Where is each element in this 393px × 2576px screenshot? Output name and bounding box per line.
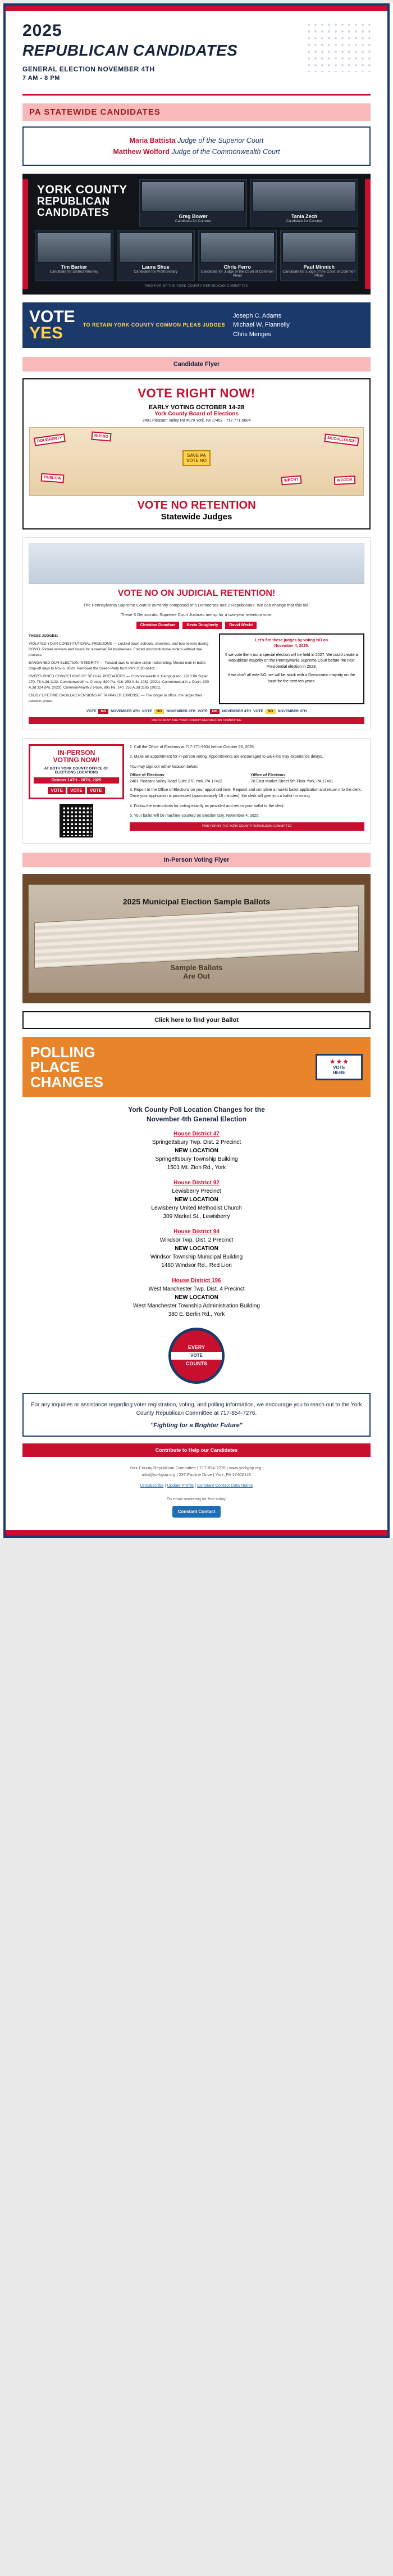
vote-tile: VOTE bbox=[48, 787, 66, 794]
unsubscribe-link[interactable]: Unsubscribe bbox=[140, 1483, 164, 1488]
retention-judge-list bbox=[233, 311, 290, 339]
badge-line1: VOTE bbox=[333, 1065, 345, 1070]
poster-title bbox=[35, 179, 135, 227]
cc-tagline: Try email marketing for free today! bbox=[166, 1497, 227, 1501]
poll-change-item bbox=[22, 1179, 371, 1221]
bottom-red-bar bbox=[6, 1530, 387, 1536]
instruction-step: 2. Make an appointment for in-person voting. Appointments are encouraged to walk-ins may experience delays. bbox=[130, 755, 323, 759]
poll-change-item bbox=[22, 1276, 371, 1319]
candidate-card bbox=[139, 179, 247, 227]
email-frame bbox=[3, 3, 390, 1538]
flyer-cartoon-illustration bbox=[29, 427, 364, 496]
section-header-candidate-flyer: Candidate Flyer bbox=[22, 357, 371, 372]
poll-district: House District 196 bbox=[172, 1277, 221, 1284]
poll-heading-line1: York County Poll Location Changes for the bbox=[128, 1106, 265, 1114]
gavel-intro2: These 3 Democratic Supreme Court Justices are up for a two-year retention vote: bbox=[120, 612, 273, 618]
candidate-photo bbox=[200, 232, 275, 262]
in-person-dates: October 14TH - 28TH, 2025 bbox=[34, 777, 119, 784]
ticker-date: NOVEMBER 4TH bbox=[111, 709, 140, 714]
star-icon: ★ ★ ★ bbox=[330, 1058, 349, 1065]
poll-precinct: West Manchester Twp. Dist. 4 Precinct bbox=[148, 1285, 245, 1292]
footer-line1: York County Republican Committee | 717-854-7276 | www.yorkgop.org | bbox=[129, 1465, 264, 1470]
candidate-role: Candidate for Judge of the Court of Common Pleas bbox=[200, 270, 274, 278]
donate-button[interactable]: Contribute to Help our Candidates bbox=[22, 1443, 371, 1457]
poll-venue: Windsor Township Municipal Building bbox=[150, 1253, 243, 1260]
candidate-role: Judge of the Commonwealth Court bbox=[171, 148, 280, 156]
sample-ballot-title: 2025 Municipal Election Sample Ballots bbox=[122, 897, 271, 906]
poll-change-item bbox=[22, 1130, 371, 1172]
instruction-step: 5. Your ballot will be machine-counted on Election Day, November 4, 2025. bbox=[130, 813, 260, 818]
election-offices bbox=[130, 772, 364, 785]
york-county-candidates-poster bbox=[22, 174, 371, 295]
ticker-no: NO bbox=[210, 709, 220, 714]
poster-left-stripe bbox=[22, 179, 28, 289]
footer-line2: info@yorkgop.org | 237 Pauline Drive | York, PA 17402 US bbox=[142, 1472, 251, 1478]
find-ballot-button[interactable]: Click here to find your Ballot bbox=[22, 1011, 371, 1029]
candidate-photo bbox=[37, 232, 111, 262]
hero-subtitle: GENERAL ELECTION NOVEMBER 4TH bbox=[22, 65, 155, 73]
vote-yes-subtext: TO RETAIN YORK COUNTY COMMON PLEAS JUDGES bbox=[83, 322, 226, 328]
poll-district: House District 47 bbox=[173, 1130, 220, 1137]
dot-pattern-decoration bbox=[305, 21, 373, 72]
in-person-headline-box bbox=[29, 744, 124, 799]
protest-sign: MCCULLOUGH bbox=[325, 433, 359, 446]
judicial-retention-flyer bbox=[22, 537, 371, 730]
ticker-vote: VOTE bbox=[141, 709, 152, 714]
save-pa-line2: VOTE NO bbox=[186, 458, 207, 463]
save-pa-line1: SAVE PA bbox=[187, 453, 206, 458]
candidate-name: Laura Shue bbox=[141, 264, 170, 270]
protest-sign: DOUGHERTY bbox=[34, 433, 65, 446]
office-address: 28 East Market Street 5th Floor York, PA 17401 bbox=[251, 779, 333, 784]
seal-top: EVERY bbox=[188, 1344, 205, 1351]
in-person-instructions bbox=[130, 744, 364, 837]
top-red-bar bbox=[6, 6, 387, 11]
candidate-role: Candidate for District Attorney bbox=[49, 270, 98, 274]
poll-address: 309 Market St., Lewisberry bbox=[163, 1213, 230, 1220]
contact-block bbox=[22, 1393, 371, 1437]
ticker-no: NO bbox=[154, 709, 164, 714]
email-page bbox=[0, 3, 393, 1538]
poll-precinct: Springettsbury Twp. Dist. 2 Precinct bbox=[152, 1139, 241, 1146]
poll-change-item bbox=[22, 1228, 371, 1270]
protest-sign: DUSLOW bbox=[41, 473, 65, 483]
ballot-overlay-line1: Sample Ballots bbox=[170, 963, 223, 972]
ticker-date: NOVEMBER 4TH bbox=[166, 709, 195, 714]
gavel-intro: The Pennsylvania Supreme Court is currently composed of 5 Democrats and 2 Republicans. We can change that this fall! bbox=[83, 603, 310, 608]
ticker-no: NO bbox=[266, 709, 276, 714]
ticker-vote: VOTE bbox=[253, 709, 263, 714]
seal-bottom: COUNTS bbox=[186, 1360, 207, 1366]
poll-precinct: Windsor Twp. Dist. 2 Precinct bbox=[159, 1237, 234, 1243]
flyer-subheadline: EARLY VOTING OCTOBER 14-28 bbox=[148, 404, 245, 411]
in-person-subtitle: AT BOTH YORK COUNTY OFFICE OF ELECTIONS LOCATIONS bbox=[44, 766, 109, 775]
gavel-bullet: BARGAINED OUR ELECTION INTEGRITY — Twisted laws to enable unfair redistricting. Moved mail-in ballot drop-off days to Nov 6, 2020. Removed the Green Party from PA's 2020 ballot. bbox=[29, 660, 206, 671]
candidate-row bbox=[28, 148, 365, 156]
candidate-card bbox=[35, 230, 113, 281]
save-pa-sign bbox=[182, 450, 211, 466]
candidate-card bbox=[280, 230, 359, 281]
ticker-date: NOVEMBER 4TH bbox=[222, 709, 252, 714]
poll-district: House District 94 bbox=[173, 1228, 220, 1235]
callout-line3: If we vote them out a special election will be held in 2027. We could create a Republican majority on the Pennsylvania Supreme Court before the next Presidential election in 2028. bbox=[225, 653, 358, 669]
flyer-board: York County Board of Elections bbox=[154, 411, 239, 417]
poll-venue: Springettsbury Township Building bbox=[155, 1156, 238, 1162]
candidate-name: Greg Bower bbox=[179, 214, 208, 219]
constant-contact-logo[interactable]: Constant Contact bbox=[172, 1506, 221, 1518]
in-person-title-line1: IN-PERSON bbox=[57, 749, 95, 757]
gavel-callout-box bbox=[219, 633, 364, 705]
in-person-voting-flyer bbox=[22, 738, 371, 843]
poll-venue: West Manchester Township Administration Building bbox=[133, 1302, 260, 1309]
judge-name: Chris Menges bbox=[233, 331, 271, 338]
poll-location-changes bbox=[22, 1105, 371, 1319]
in-person-footer: PAID FOR BY THE YORK COUNTY REPUBLICAN COMMITTEE bbox=[130, 822, 364, 831]
constant-contact-block bbox=[22, 1496, 371, 1518]
candidate-role: Judge of the Superior Court bbox=[177, 137, 264, 144]
poster-footer: PAID FOR BY THE YORK COUNTY REPUBLICAN COMMITTEE bbox=[145, 284, 248, 288]
gavel-bullet: OVERTURNED CONVICTIONS OF SEXUAL PREDATORS — Commonwealth v. Campopiano, 2013 PA Super 270, 78 A.3d 1122. Commonwealth v. Crosby, 890 Pa. 416, 252 A.3d 1082 (2021). Commonwealth v. Dunn, 300 A.3d 324 (Pa. 2023). Commonwealth v. Pope, 895 Pa. 140, 255 A.3d 1165 (2021). bbox=[29, 674, 209, 690]
hero-hours: 7 AM - 8 PM bbox=[22, 75, 60, 82]
candidate-role: Candidate for Prothonotary bbox=[134, 270, 178, 274]
candidate-photo bbox=[253, 182, 356, 212]
candidate-photo bbox=[119, 232, 193, 262]
statewide-candidate-box bbox=[22, 126, 371, 166]
candidate-row bbox=[28, 137, 365, 144]
judge-name: Joseph C. Adams bbox=[233, 312, 282, 319]
callout-line2: November 4, 2025. bbox=[274, 644, 309, 648]
candidate-role: Candidate for Judge of the Court of Common Pleas bbox=[282, 270, 356, 278]
instruction-step: 4. Follow the instructions for voting exactly as provided and return your ballot to the clerk. bbox=[130, 804, 285, 808]
flyer-address: 2401 Pleasant Valley Rd #279 York, PA 17402 - 717-771-9604 bbox=[142, 419, 251, 423]
sample-ballot-image bbox=[22, 874, 371, 1003]
ticker-date: NOVEMBER 4TH bbox=[277, 709, 307, 714]
candidate-name: Matthew Wolford bbox=[113, 148, 170, 156]
banner-line1: POLLING bbox=[30, 1043, 95, 1061]
section-header-in-person-flyer: In-Person Voting Flyer bbox=[22, 853, 371, 867]
poll-new-location-label: NEW LOCATION bbox=[175, 1196, 218, 1203]
protest-sign: WOJCIK bbox=[334, 476, 356, 485]
gavel-bullet-list bbox=[29, 633, 213, 705]
candidate-photo bbox=[282, 232, 357, 262]
gavel-headline: VOTE NO ON JUDICIAL RETENTION! bbox=[117, 588, 276, 598]
poll-address: 1501 Mt. Zion Rd., York bbox=[167, 1164, 226, 1171]
badge-line2: HERE bbox=[332, 1070, 346, 1075]
vote-tile: VOTE bbox=[67, 787, 85, 794]
candidate-name: Paul Minnich bbox=[303, 264, 335, 270]
candidate-name: Tim Barker bbox=[61, 264, 88, 270]
vote-yes-heading bbox=[29, 309, 75, 341]
instruction-step: 3. Report to the Office of Elections on your appointed time. Request and complete a mail-in ballot application and return it to the clerk. Once your application is processed (approximately 15 minutes), the clerk will give you a ballot for voting. bbox=[130, 788, 362, 799]
email-footer: York County Republican Committee | 717-854-7276 | www.yorkgop.org | info@yorkgop.org | 237 Pauline Drive | York, PA 17402 US Unsubscribe | Update Profile | Constant Contact Data Notice Try email marketing for free today! Constant Contact bbox=[6, 1457, 387, 1524]
flyer-tagline2: Statewide Judges bbox=[161, 512, 232, 522]
ticker-no: NO bbox=[98, 709, 108, 714]
justice-pill: Christine Donohue bbox=[136, 622, 180, 629]
candidate-card bbox=[250, 179, 358, 227]
every-vote-counts-seal bbox=[168, 1328, 225, 1384]
candidate-role: Candidate for Coroner bbox=[175, 219, 212, 223]
flyer-headline: VOTE RIGHT NOW! bbox=[138, 386, 255, 400]
page-title: REPUBLICAN CANDIDATES bbox=[22, 42, 238, 59]
poll-precinct: Lewisberry Precinct bbox=[172, 1188, 221, 1194]
vote-right-now-flyer bbox=[22, 378, 371, 529]
poll-venue: Lewisberry United Methodist Church bbox=[151, 1205, 242, 1211]
office-name: Office of Elections bbox=[130, 773, 164, 777]
constant-contact-data-link[interactable]: Constant Contact Data Notice bbox=[197, 1483, 253, 1488]
vote-no-ticker bbox=[29, 709, 364, 714]
poll-address: 1480 Windsor Rd., Red Lion bbox=[161, 1262, 232, 1269]
ticker-vote: VOTE bbox=[86, 709, 97, 714]
flyer-tagline1: VOTE NO RETENTION bbox=[137, 499, 256, 511]
poster-right-stripe bbox=[365, 179, 371, 289]
office-block bbox=[251, 772, 364, 785]
callout-line4: If we don't all vote NO, we will be stuck with a Democratic majority on the court for the next ten years. bbox=[228, 673, 355, 683]
vote-tile: VOTE bbox=[87, 787, 105, 794]
instruction-note: You may sign our either location below: bbox=[130, 764, 198, 769]
these-judges-label: THESE JUDGES: bbox=[29, 633, 58, 638]
section-header-statewide: PA STATEWIDE CANDIDATES bbox=[22, 103, 371, 121]
gavel-bullet: ENJOY LIFETIME CADILLAC PENSIONS AT TAXPAYER EXPENSE — The longer in office, the larger their pension grows. bbox=[29, 694, 202, 704]
office-name: Office of Elections bbox=[251, 773, 286, 777]
poll-new-location-label: NEW LOCATION bbox=[175, 1147, 218, 1154]
candidate-photo bbox=[141, 182, 245, 212]
poster-bottom-candidates bbox=[28, 227, 365, 281]
protest-sign: WECHT bbox=[281, 475, 302, 485]
poster-title-line2: REPUBLICAN bbox=[37, 196, 110, 208]
office-address: 2401 Pleasant Valley Road Suite 270 York, PA 17402 bbox=[130, 779, 222, 784]
poster-title-line3: CANDIDATES bbox=[37, 206, 109, 219]
office-block bbox=[130, 772, 243, 785]
candidate-name: Tania Zech bbox=[291, 214, 318, 219]
ballot-paper-graphic bbox=[34, 905, 359, 968]
hero-section bbox=[6, 11, 387, 87]
poster-title-line1: YORK COUNTY bbox=[37, 183, 127, 196]
poll-changes-heading bbox=[22, 1105, 371, 1124]
gavel-icon bbox=[29, 544, 364, 584]
ballot-overlay-line2: Are Out bbox=[183, 971, 210, 980]
poll-new-location-label: NEW LOCATION bbox=[175, 1245, 218, 1252]
candidate-name: Maria Battista bbox=[129, 137, 176, 144]
vote-here-badge bbox=[316, 1054, 363, 1080]
justice-pill-row bbox=[29, 622, 364, 629]
protest-sign: RUSSO bbox=[91, 432, 111, 442]
contact-slogan: "Fighting for a Brighter Future" bbox=[150, 1421, 243, 1429]
contact-text: For any inquiries or assistance regarding voter registration, voting, and polling information, we encourage you to reach out to the York County Republican Committee at 717-854-7276. bbox=[31, 1401, 362, 1416]
poster-top-candidates bbox=[139, 179, 358, 227]
seal-mid: VOTE bbox=[171, 1352, 222, 1360]
update-profile-link[interactable]: Update Profile bbox=[167, 1483, 194, 1488]
polling-banner-title bbox=[30, 1045, 310, 1090]
candidate-role: Candidate for Coroner bbox=[286, 219, 323, 223]
justice-pill: Kevin Dougherty bbox=[182, 622, 222, 629]
judge-name: Michael W. Flannelly bbox=[233, 322, 290, 329]
poll-district: House District 92 bbox=[173, 1179, 220, 1186]
poll-address: 380 E. Berlin Rd., York bbox=[168, 1311, 225, 1318]
hero-divider bbox=[22, 94, 371, 96]
instruction-step: 1. Call the Office of Elections at 717-771-9604 before October 28, 2025. bbox=[130, 745, 255, 750]
banner-line2: PLACE bbox=[30, 1058, 80, 1076]
vote-yes-retention-block bbox=[22, 302, 371, 348]
gavel-bullet: VIOLATED YOUR CONSTITUTIONAL FREEDOMS — Locked down schools, churches, and businesses during COVID. Picked winners and losers for 'essential' PA businesses. Forced unconstitutional orders without due process. bbox=[29, 641, 208, 657]
callout-line1: Let's fire these judges by voting NO on bbox=[255, 638, 328, 642]
hero-year: 2025 bbox=[22, 21, 62, 40]
ticker-vote: VOTE bbox=[198, 709, 208, 714]
poll-heading-line2: November 4th General Election bbox=[146, 1115, 247, 1123]
in-person-title-line2: VOTING NOW! bbox=[53, 756, 100, 764]
poll-new-location-label: NEW LOCATION bbox=[175, 1294, 218, 1301]
candidate-name: Chris Ferro bbox=[223, 264, 251, 270]
banner-line3: CHANGES bbox=[30, 1073, 104, 1090]
vote-tile-row bbox=[34, 787, 119, 794]
qr-code[interactable] bbox=[60, 804, 93, 837]
gavel-footer: PAID FOR BY THE YORK COUNTY REPUBLICAN COMMITTEE bbox=[29, 717, 364, 724]
justice-pill: David Wecht bbox=[225, 622, 257, 629]
vote-word: VOTE bbox=[29, 307, 75, 326]
polling-place-changes-banner bbox=[22, 1037, 371, 1098]
candidate-card bbox=[198, 230, 277, 281]
yes-word: YES bbox=[29, 323, 63, 342]
candidate-card bbox=[117, 230, 195, 281]
